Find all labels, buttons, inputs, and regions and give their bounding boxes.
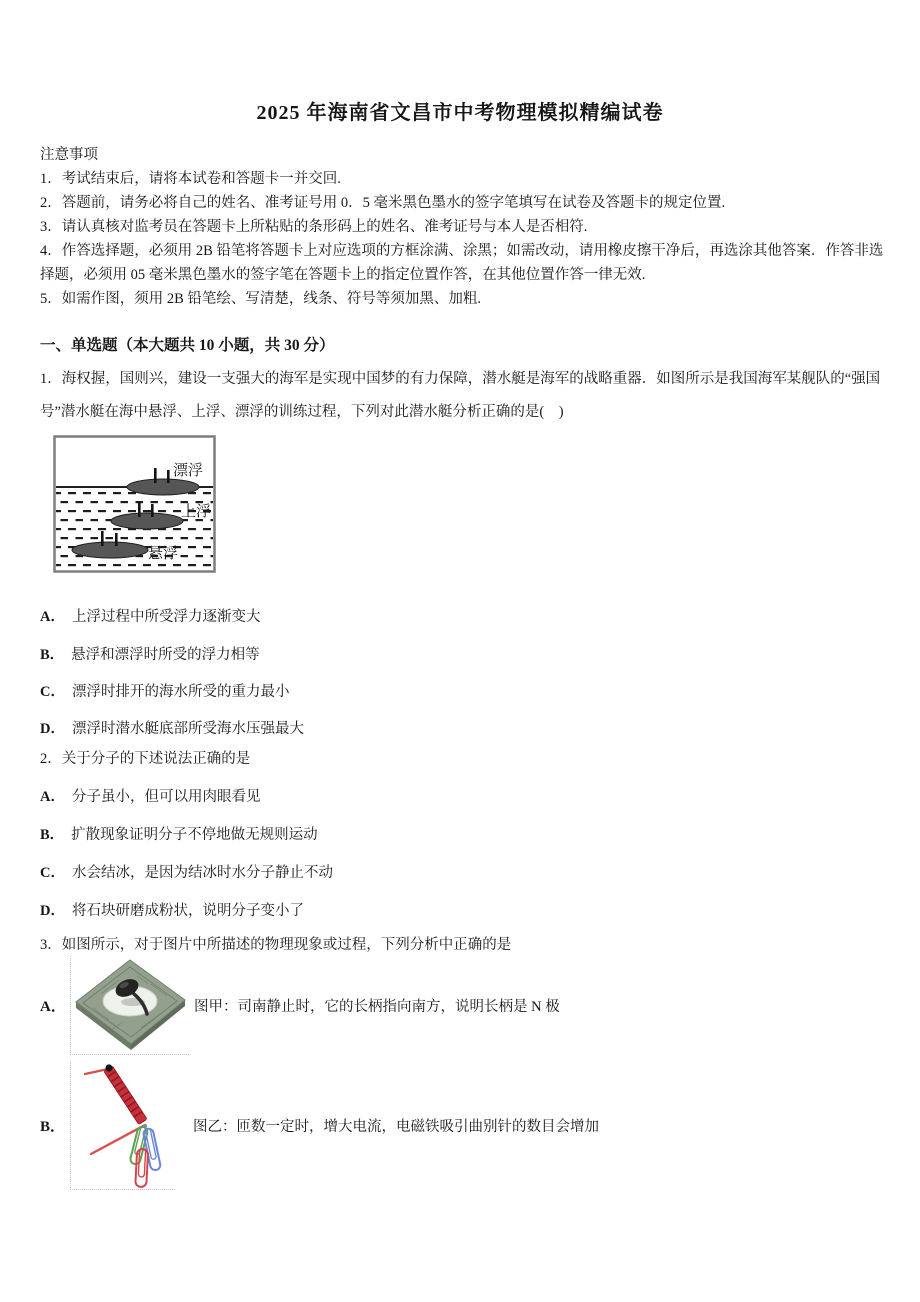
option-text: 分子虽小，但可以用肉眼看见 — [71, 789, 261, 805]
option-text: 漂浮时排开的海水所受的重力最小 — [71, 684, 290, 700]
q2-option-d — [40, 901, 304, 921]
option-letter: C． — [40, 865, 65, 881]
submarine-figure — [53, 435, 216, 578]
option-text: 扩散现象证明分子不停地做无规则运动 — [71, 827, 318, 843]
q2-option-c — [40, 863, 333, 883]
question-3-stem: 3．如图所示，对于图片中所描述的物理现象或过程，下列分析中正确的是 — [40, 937, 512, 953]
option-text: 水会结冰，是因为结冰时水分子静止不动 — [71, 865, 333, 881]
q1-option-b — [40, 645, 260, 665]
sinan-compass-drawing — [71, 956, 189, 1054]
option-letter: C． — [40, 684, 65, 700]
option-letter: D． — [40, 903, 65, 919]
q3-option-a — [40, 953, 560, 1057]
notice-item: 5．如需作图，须用 2B 铅笔绘、写清楚，线条、符号等须加黑、加粗. — [40, 291, 482, 307]
notice-item: 1．考试结束后，请将本试卷和答题卡一并交回. — [40, 171, 341, 187]
question-2-stem: 2．关于分子的下述说法正确的是 — [40, 751, 251, 767]
notice-item: 2．答题前，请务必将自己的姓名、准考证号用 0．5 毫米黑色墨水的签字笔填写在试卷及答题卡的规定位置. — [40, 195, 726, 211]
q3-option-b — [40, 1060, 599, 1190]
option-text: 上浮过程中所受浮力逐渐变大 — [71, 609, 261, 625]
submarine-floating — [127, 479, 199, 495]
submarine-suspended — [72, 542, 148, 558]
q2-option-b — [40, 825, 318, 845]
electromagnet-image — [70, 1061, 175, 1190]
q1-option-a — [40, 607, 260, 627]
section-heading: 一、单选题（本大题共 10 小题，共 30 分） — [40, 337, 335, 354]
coil — [104, 1065, 147, 1124]
sinan-compass-image — [70, 956, 189, 1055]
notice-heading: 注意事项 — [40, 147, 98, 163]
option-text: 漂浮时潜水艇底部所受海水压强最大 — [71, 721, 304, 737]
submarine-tank-drawing — [53, 435, 216, 573]
label-suspended: 悬浮 — [148, 546, 179, 562]
label-floating: 漂浮 — [173, 463, 204, 479]
q2-option-a — [40, 787, 260, 807]
q1-option-c — [40, 682, 289, 702]
option-letter: B． — [40, 647, 65, 663]
submarine-rising — [111, 513, 183, 529]
q3-option-b-caption: 图乙：匝数一定时，增大电流，电磁铁吸引曲别针的数目会增加 — [193, 1118, 599, 1135]
question-1-stem: 1．海权握，国则兴，建设一支强大的海军是实现中国梦的有力保障，潜水艇是海军的战略重器．如图所示是我国海军某舰队的“强国号”潜水艇在海中悬浮、上浮、漂浮的训练过程，下列对此潜水艇分析正确的是( ) — [40, 371, 881, 420]
electromagnet-drawing — [71, 1061, 175, 1189]
notice-item: 3．请认真核对监考员在答题卡上所粘贴的条形码上的姓名、准考证号与本人是否相符. — [40, 219, 588, 235]
option-text: 将石块研磨成粉状，说明分子变小了 — [71, 903, 304, 919]
option-letter: A． — [40, 789, 65, 805]
option-text: 悬浮和漂浮时所受的浮力相等 — [71, 647, 260, 663]
label-rising: 上浮 — [181, 504, 212, 520]
option-letter: B． — [40, 827, 65, 843]
q3-option-a-caption: 图甲：司南静止时，它的长柄指向南方，说明长柄是 N 极 — [194, 998, 560, 1015]
q1-option-d — [40, 719, 304, 739]
option-letter: A． — [40, 998, 66, 1015]
option-letter: B． — [40, 1118, 66, 1135]
notice-item: 4．作答选择题，必须用 2B 铅笔将答题卡上对应选项的方框涂满、涂黑；如需改动，请用橡皮擦干净后，再选涂其他答案．作答非选择题，必须用 05 毫米黑色墨水的签字笔在答题卡上的指定位置作答，在其他位置作答一律无效. — [40, 243, 884, 283]
nail-head — [105, 1064, 112, 1071]
option-letter: D． — [40, 721, 65, 737]
option-letter: A． — [40, 609, 65, 625]
page-title: 2025 年海南省文昌市中考物理模拟精编试卷 — [256, 102, 664, 124]
